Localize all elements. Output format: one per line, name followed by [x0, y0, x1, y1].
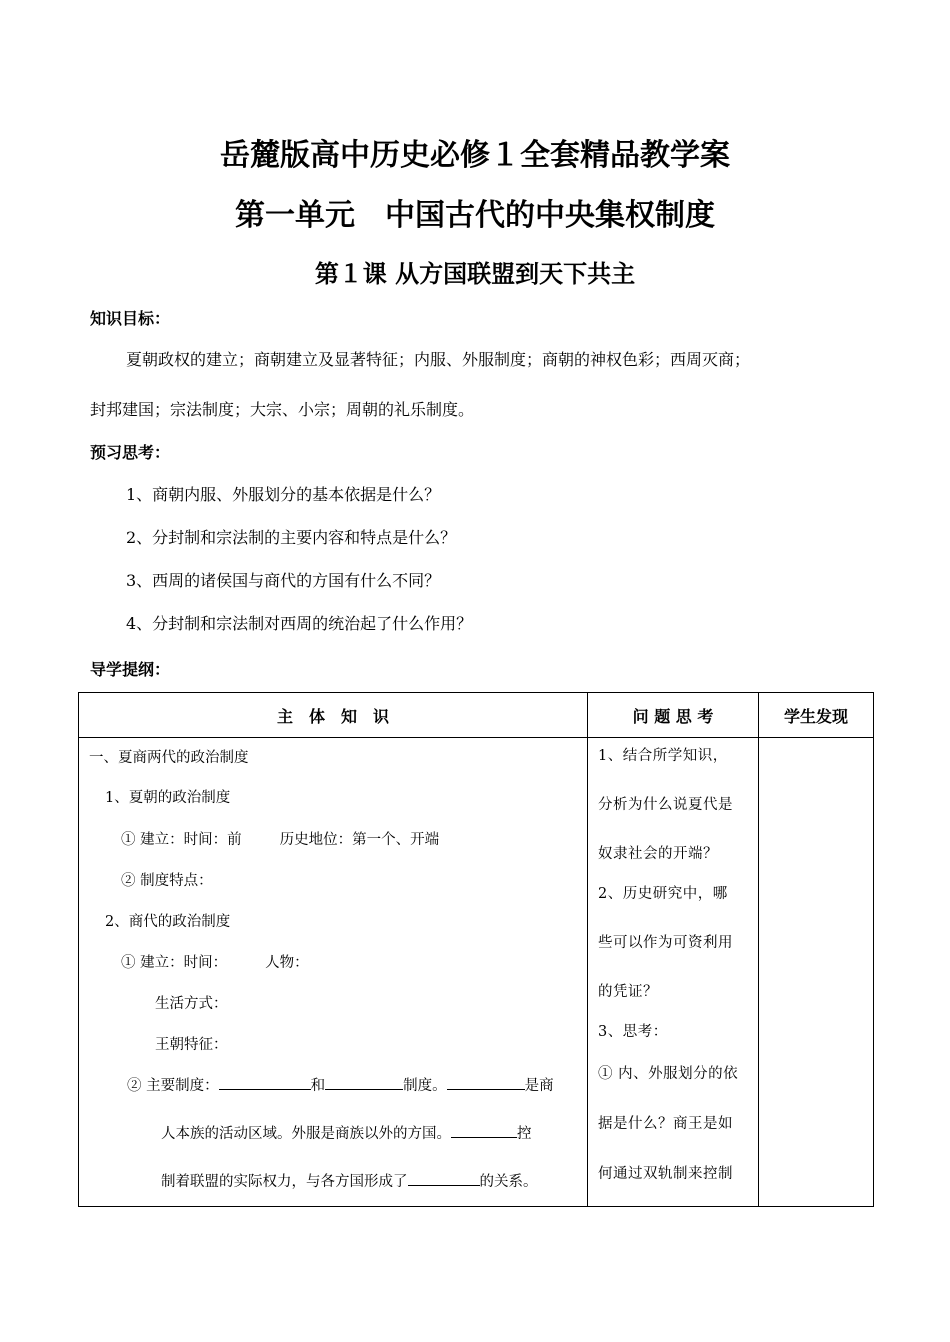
main-line-6: ① 建立：时间： 人物： — [121, 955, 309, 971]
knowledge-goals-line-1: 夏朝政权的建立；商朝建立及显著特征；内服、外服制度；商朝的神权色彩；西周灭商； — [126, 350, 751, 369]
main-line-5: 2、商代的政治制度 — [105, 914, 231, 930]
preview-question-4: 4、分封制和宗法制对西周的统治起了什么作用？ — [126, 614, 473, 633]
outline-label: 导学提纲： — [90, 660, 171, 679]
question-line: 1、结合所学知识， — [598, 748, 728, 764]
question-line: 2、历史研究中，哪 — [598, 886, 728, 902]
main-line-7: 生活方式： — [155, 996, 228, 1012]
main-line-11: 制着联盟的实际权力，与各方国形成了 的关系。 — [161, 1170, 538, 1191]
question-line: ① 内、外服划分的依 — [598, 1066, 739, 1082]
question-line: 的凭证？ — [598, 984, 658, 1000]
main-knowledge-cell — [79, 738, 588, 1207]
outline-body-row — [79, 738, 874, 1207]
main-line-3: ① 建立：时间：前 历史地位：第一个、开端 — [121, 832, 440, 848]
preview-question-2: 2、分封制和宗法制的主要内容和特点是什么？ — [126, 528, 457, 547]
main-line-2: 1、夏朝的政治制度 — [105, 790, 231, 806]
outline-table — [78, 692, 874, 1207]
document-title: 岳麓版高中历史必修１全套精品教学案 — [220, 138, 730, 173]
main-line-1: 一、夏商两代的政治制度 — [89, 750, 249, 766]
header-main-knowledge: 主 体 知 识 — [79, 693, 588, 738]
outline-header-row — [79, 693, 874, 738]
question-line: 些可以作为可资利用 — [598, 935, 733, 951]
fill-blank[interactable] — [408, 1171, 480, 1186]
preview-label: 预习思考： — [90, 443, 171, 462]
question-line: 据是什么？商王是如 — [598, 1116, 733, 1132]
student-discovery-cell[interactable] — [759, 738, 874, 1207]
question-line: 分析为什么说夏代是 — [598, 797, 733, 813]
fill-blank[interactable] — [219, 1075, 311, 1090]
knowledge-goals-line-2: 封邦建国；宗法制度；大宗、小宗；周朝的礼乐制度。 — [90, 400, 475, 419]
knowledge-goals-label: 知识目标： — [90, 309, 171, 328]
main-line-4: ② 制度特点： — [121, 873, 213, 889]
fill-blank[interactable] — [447, 1075, 525, 1090]
question-line: 奴隶社会的开端？ — [598, 846, 718, 862]
fill-blank[interactable] — [325, 1075, 403, 1090]
preview-question-1: 1、商朝内服、外服划分的基本依据是什么？ — [126, 485, 441, 504]
main-line-9: ② 主要制度： 和 制度。 是商 — [127, 1074, 554, 1095]
main-line-8: 王朝特征： — [155, 1037, 228, 1053]
header-student-discovery: 学生发现 — [759, 693, 874, 738]
question-thinking-cell — [588, 738, 759, 1207]
header-question-thinking: 问 题 思 考 — [588, 693, 759, 738]
fill-blank[interactable] — [451, 1123, 517, 1138]
unit-title: 第一单元 中国古代的中央集权制度 — [235, 198, 715, 233]
preview-question-3: 3、西周的诸侯国与商代的方国有什么不同？ — [126, 571, 441, 590]
question-line: 3、思考： — [598, 1024, 668, 1040]
main-line-10: 人本族的活动区域。外服是商族以外的方国。 控 — [161, 1122, 532, 1143]
lesson-title: 第１课 从方国联盟到天下共主 — [314, 259, 636, 288]
question-line: 何通过双轨制来控制 — [598, 1166, 733, 1182]
